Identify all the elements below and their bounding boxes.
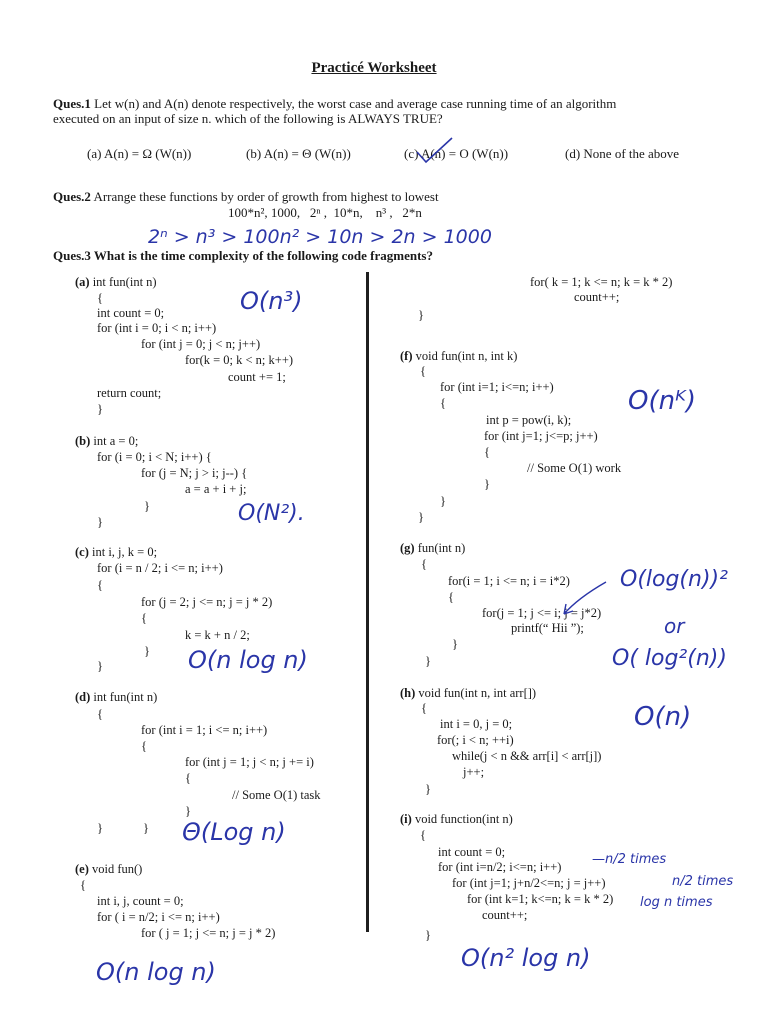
h-line-0: [400, 686, 536, 700]
c-line-6: }: [144, 644, 150, 658]
f-code: void fun(int n, int k): [415, 349, 518, 363]
i-line-1: {: [420, 828, 426, 842]
c-line-2: {: [97, 578, 103, 592]
g-line-6: }: [452, 637, 458, 651]
a-code: int fun(int n): [92, 275, 157, 289]
i-note-1-text: n/2 times: [605, 852, 667, 867]
f-line-5: for (int j=1; j<=p; j++): [484, 429, 598, 443]
h-line-1: {: [421, 701, 427, 715]
d-line-7: }: [185, 804, 191, 818]
arrow-annotation-icon: [558, 580, 608, 620]
e-line-5: for( k = 1; k <= n; k = k * 2): [530, 275, 673, 289]
b-line-0: [75, 434, 138, 448]
g-code: fun(int n): [417, 541, 466, 555]
d-line-9: }: [143, 821, 149, 835]
h-line-4: while(j < n && arr[i] < arr[j]): [452, 749, 602, 763]
q2-line: [53, 189, 439, 204]
d-line-3: {: [141, 739, 147, 753]
f-line-8: }: [484, 477, 490, 491]
b-code: int a = 0;: [93, 434, 139, 448]
d-line-1: {: [97, 707, 103, 721]
g-line-7: }: [425, 654, 431, 668]
a-line-0: [75, 275, 157, 289]
g-line-0: [400, 541, 465, 555]
q1-option-d: (d) None of the above: [565, 146, 680, 161]
q2-functions: 100*n², 1000, 2ⁿ , 10*n, n³ , 2*n: [228, 205, 422, 220]
b-handwritten-answer: O(N²).: [238, 501, 305, 526]
f-line-9: }: [440, 494, 446, 508]
a-line-4: for (int j = 0; j < n; j++): [141, 337, 261, 351]
g-line-4: for(j = 1; j <= i; j = j*2): [482, 606, 602, 620]
q1-option-c: (c) A(n) = O (W(n)): [404, 146, 509, 161]
e-line-4: for ( j = 1; j <= n; j = j * 2): [141, 926, 276, 940]
c-line-3: for (j = 2; j <= n; j = j * 2): [141, 595, 273, 609]
g-line-1: {: [421, 557, 427, 571]
e-label: (e): [75, 862, 89, 876]
b-line-3: a = a + i + j;: [185, 482, 247, 496]
c-line-5: k = k + n / 2;: [185, 628, 250, 642]
a-line-8: }: [97, 402, 103, 416]
h-line-3: for(; i < n; ++i): [437, 733, 514, 747]
i-line-5: for (int k=1; k<=n; k = k * 2): [467, 892, 614, 906]
g-line-5: printf(“ Hii ”);: [511, 621, 584, 635]
d-line-0: [75, 690, 157, 704]
a-line-7: return count;: [97, 386, 162, 400]
q2-label: Ques.2: [53, 189, 91, 204]
g-line-2: for(i = 1; i <= n; i = i*2): [448, 574, 570, 588]
h-line-5: j++;: [463, 765, 485, 779]
a-line-2: int count = 0;: [97, 306, 165, 320]
f-line-2: for (int i=1; i<=n; i++): [440, 380, 554, 394]
q2-text: Arrange these functions by order of growth from highest to lowest: [90, 189, 439, 204]
i-line-0: [400, 812, 513, 826]
d-line-8: }: [97, 821, 103, 835]
q1-option-b: (b) A(n) = Θ (W(n)): [246, 146, 351, 161]
e-handwritten-answer: O(n log n): [96, 958, 216, 986]
a-line-5: for(k = 0; k < n; k++): [185, 353, 294, 367]
f-line-3: {: [440, 396, 446, 410]
d-line-2: for (int i = 1; i <= n; i++): [141, 723, 268, 737]
i-line-3: for (int i=n/2; i<=n; i++): [438, 860, 562, 874]
d-line-6: // Some O(1) task: [232, 788, 321, 802]
d-handwritten-answer: Θ(Log n): [182, 818, 286, 846]
q1-text-1: Let w(n) and A(n) denote respectively, the worst case and average case running time of an algorithm: [90, 96, 617, 111]
column-divider: [366, 272, 369, 932]
h-code: void fun(int n, int arr[]): [418, 686, 537, 700]
f-line-1: {: [420, 364, 426, 378]
c-line-4: {: [141, 611, 147, 625]
i-line-4: for (int j=1; j+n/2<=n; j = j++): [452, 876, 606, 890]
b-line-1: for (i = 0; i < N; i++) {: [97, 450, 212, 464]
e-line-2: int i, j, count = 0;: [97, 894, 184, 908]
page-title: Practicé Worksheet: [311, 60, 437, 76]
q1-label: Ques.1: [53, 96, 91, 111]
i-note-1: —n/2 times: [592, 852, 667, 867]
e-line-1: {: [80, 878, 86, 892]
i-line-6: count++;: [482, 908, 528, 922]
i-note-2-text: n/2 times: [672, 874, 734, 889]
g-handwritten-or: or: [664, 614, 685, 638]
b-line-2: for (j = N; j > i; j--) {: [141, 466, 248, 480]
g-handwritten-answer-2: O( log²(n)): [612, 646, 727, 671]
q1-option-a: (a) A(n) = Ω (W(n)): [87, 146, 192, 161]
c-line-0: [75, 545, 157, 559]
f-line-0: [400, 349, 517, 363]
i-handwritten-answer: O(n² log n): [461, 944, 591, 972]
a-label: (a): [75, 275, 90, 289]
g-handwritten-answer-1: O(log(n))²: [620, 567, 728, 592]
a-handwritten-answer: O(n³): [240, 287, 303, 315]
q1-line-1: [53, 96, 616, 111]
e-code: void fun(): [92, 862, 143, 876]
q2-handwritten-answer: 2ⁿ > n³ > 100n² > 10n > 2n > 1000: [148, 226, 492, 248]
f-handwritten-answer: O(nᴷ): [628, 386, 696, 416]
q3-text: What is the time complexity of the following code fragments?: [90, 248, 433, 263]
e-line-7: }: [418, 308, 424, 322]
e-line-3: for ( i = n/2; i <= n; i++): [97, 910, 220, 924]
d-code: int fun(int n): [93, 690, 158, 704]
h-handwritten-answer: O(n): [634, 702, 692, 732]
e-line-6: count++;: [574, 290, 620, 304]
a-line-6: count += 1;: [228, 370, 286, 384]
f-line-7: // Some O(1) work: [527, 461, 622, 475]
g-label: (g): [400, 541, 415, 555]
b-label: (b): [75, 434, 91, 448]
c-handwritten-answer: O(n log n): [188, 646, 308, 674]
f-label: (f): [400, 349, 413, 363]
a-line-3: for (int i = 0; i < n; i++): [97, 321, 217, 335]
q1-text-2: executed on an input of size n. which of the following is ALWAYS TRUE?: [53, 111, 443, 126]
q3-line: [53, 248, 433, 263]
d-label: (d): [75, 690, 91, 704]
c-line-1: for (i = n / 2; i <= n; i++): [97, 561, 223, 575]
c-line-7: }: [97, 659, 103, 673]
f-line-6: {: [484, 445, 490, 459]
i-line-2: int count = 0;: [438, 845, 506, 859]
f-line-4: int p = pow(i, k);: [486, 413, 572, 427]
b-line-4: }: [144, 499, 150, 513]
a-line-1: {: [97, 291, 103, 305]
i-note-2: [672, 874, 733, 889]
i-note-3: [640, 895, 712, 910]
d-line-4: for (int j = 1; j < n; j += i): [185, 755, 314, 769]
c-label: (c): [75, 545, 89, 559]
d-line-5: {: [185, 771, 191, 785]
i-label: (i): [400, 812, 412, 826]
checkmark-icon: [414, 136, 454, 166]
h-line-6: }: [425, 782, 431, 796]
e-line-0: [75, 862, 142, 876]
f-line-10: }: [418, 510, 424, 524]
i-line-7: }: [425, 928, 431, 942]
b-line-5: }: [97, 515, 103, 529]
q3-label: Ques.3: [53, 248, 91, 263]
i-note-3-text: log n times: [640, 895, 713, 910]
i-code: void function(int n): [414, 812, 513, 826]
h-label: (h): [400, 686, 416, 700]
g-line-3: {: [448, 590, 454, 604]
c-code: int i, j, k = 0;: [92, 545, 158, 559]
h-line-2: int i = 0, j = 0;: [440, 717, 513, 731]
